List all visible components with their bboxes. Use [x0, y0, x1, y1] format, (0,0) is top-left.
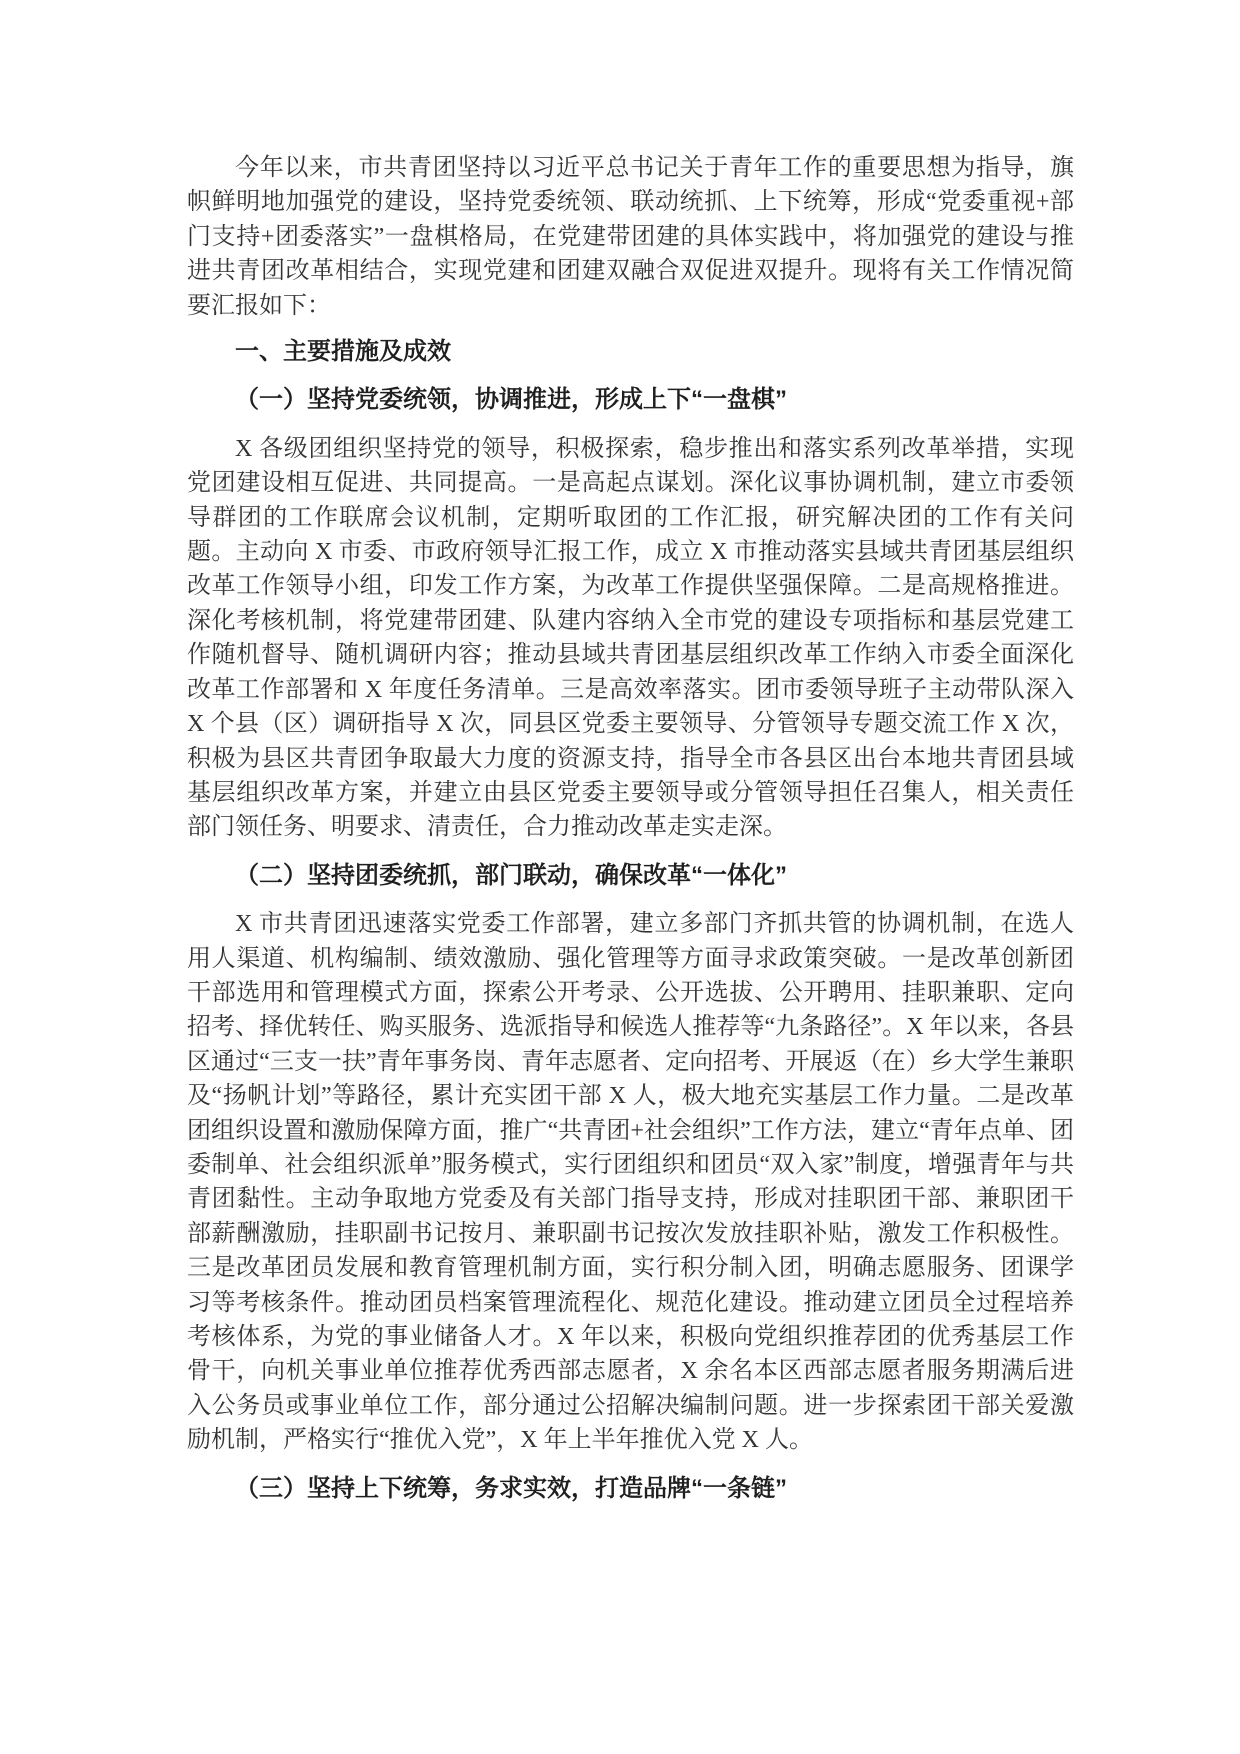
section-heading-measures-and-results: 一、主要措施及成效 — [235, 338, 451, 366]
intro-paragraph: 今年以来，市共青团坚持以习近平总书记关于青年工作的重要思想为指导，旗帜鲜明地加强党的建设，坚持党委统领、联动统抓、上下统筹，形成“党委重视+部门支持+团委落实”一盘棋格局，在党建带团建的具体实践中，将加强党的建设与推进共青团改革相结合，实现党建和团建双融合双促进双提升。现将有关工作情况简要汇报如下： — [187, 155, 1074, 319]
body-paragraph-1: X 各级团组织坚持党的领导，积极探索，稳步推出和落实系列改革举措，实现党团建设相互促进、共同提高。一是高起点谋划。深化议事协调机制，建立市委领导群团的工作联席会议机制，定期听取团的工作汇报，研究解决团的工作有关问题。主动向 X 市委、市政府领导汇报工作，成立 X 市推动落实县域共青团基层组织改革工作领导小组，印发工作方案，为改革工作提供坚强保障。二是高规格推进。深化考核机制，将党建带团建、队建内容纳入全市党的建设专项指标和基层党建工作随机督导、随机调研内容；推动县域共青团基层组织改革工作纳入市委全面深化改革工作部署和 X 年度任务清单。三是高效率落实。团市委领导班子主动带队深入 X 个县（区）调研指导 X 次，同县区党委主要领导、分管领导专题交流工作 X 次，积极为县区共青团争取最大力度的资源支持，指导全市各县区出台本地共青团县域基层组织改革方案，并建立由县区党委主要领导或分管领导担任召集人，相关责任部门领任务、明要求、清责任，合力推动改革走实走深。 — [187, 435, 1074, 841]
body-paragraph-2: X 市共青团迅速落实党委工作部署，建立多部门齐抓共管的协调机制，在选人用人渠道、机构编制、绩效激励、强化管理等方面寻求政策突破。一是改革创新团干部选用和管理模式方面，探索公开考录、公开选拔、公开聘用、挂职兼职、定向招考、择优转任、购买服务、选派指导和候选人推荐等“九条路径”。X 年以来，各县区通过“三支一扶”青年事务岗、青年志愿者、定向招考、开展返（在）乡大学生兼职及“扬帆计划”等路径，累计充实团干部 X 人，极大地充实基层工作力量。二是改革团组织设置和激励保障方面，推广“共青团+社会组织”工作方法，建立“青年点单、团委制单、社会组织派单”服务模式，实行团组织和团员“双入家”制度，增强青年与共青团黏性。主动争取地方党委及有关部门指导支持，形成对挂职团干部、兼职团干部薪酬激励，挂职副书记按月、兼职副书记按次发放挂职补贴，激发工作积极性。三是改革团员发展和教育管理机制方面，实行积分制入团，明确志愿服务、团课学习等考核条件。推动团员档案管理流程化、规范化建设。推动建立团员全过程培养考核体系，为党的事业储备人才。X 年以来，积极向党组织推荐团的优秀基层工作骨干，向机关事业单位推荐优秀西部志愿者，X 余名本区西部志愿者服务期满后进入公务员或事业单位工作，部分通过公招解决编制问题。进一步探索团干部关爱激励机制，严格实行“推优入党”，X 年上半年推优入党 X 人。 — [187, 911, 1074, 1454]
subsection-heading-1-party-committee-leadership: （一）坚持党委统领，协调推进，形成上下“一盘棋” — [235, 386, 787, 414]
subsection-heading-2-league-committee-coordination: （二）坚持团委统抓，部门联动，确保改革“一体化” — [235, 861, 787, 889]
subsection-heading-3-overall-planning: （三）坚持上下统筹，务求实效，打造品牌“一条链” — [235, 1474, 787, 1502]
